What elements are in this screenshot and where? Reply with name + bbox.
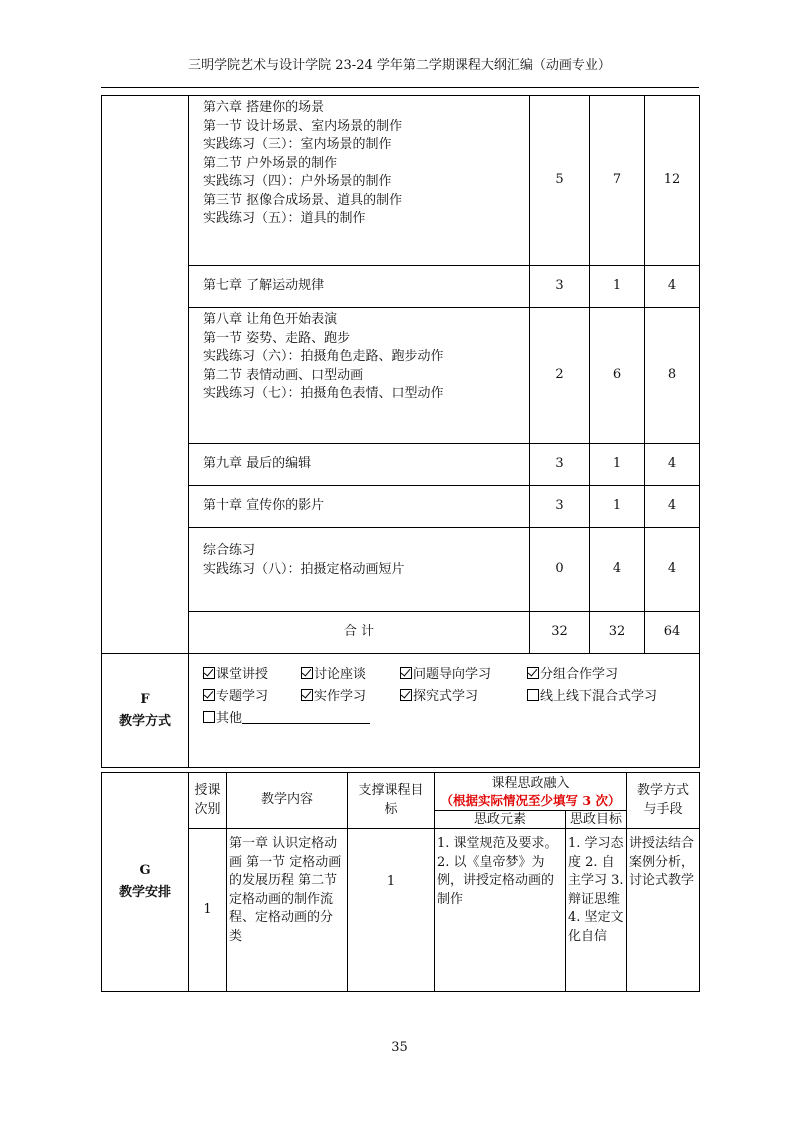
checkbox-checked-icon[interactable] bbox=[301, 667, 313, 679]
methods-row-1 bbox=[203, 664, 699, 686]
chapter-line: 实践练习（六）：拍摄角色走路、跑步动作 bbox=[203, 349, 444, 364]
header-row bbox=[102, 773, 700, 811]
checkbox-checked-icon[interactable] bbox=[203, 667, 215, 679]
hours-cell: 4 bbox=[590, 528, 645, 612]
table-row bbox=[102, 486, 700, 528]
method-option[interactable] bbox=[400, 664, 527, 686]
total-label: 合 计 bbox=[189, 612, 530, 654]
method-option-other[interactable] bbox=[203, 708, 242, 730]
chapter-line: 实践练习（七）：拍摄角色表情、口型动作 bbox=[203, 386, 444, 401]
header-ideo-note: （根据实际情况至少填写 3 次） bbox=[440, 792, 621, 808]
method-label: 其他 bbox=[216, 711, 243, 726]
teaching-schedule-table bbox=[101, 772, 700, 992]
hours-cell: 0 bbox=[530, 528, 590, 612]
chapter-line: 第一节 设计场景、室内场景的制作 bbox=[203, 118, 403, 134]
header-method: 教学方式与手段 bbox=[627, 773, 700, 829]
hours-cell: 5 bbox=[530, 96, 590, 266]
elements-cell: 1. 课堂规范及要求。 2. 以《皇帝梦》为例，讲授定格动画的制作 bbox=[435, 829, 566, 992]
hours-cell: 4 bbox=[645, 486, 700, 528]
empty-label-cell bbox=[102, 96, 189, 654]
chapter-line: 第三节 抠像合成场景、道具的制作 bbox=[203, 192, 403, 208]
method-option[interactable] bbox=[203, 686, 301, 708]
method-label: 分组合作学习 bbox=[540, 667, 619, 682]
header-elements: 思政元素 bbox=[435, 811, 566, 829]
method-label: 线上线下混合式学习 bbox=[540, 689, 658, 704]
method-option[interactable] bbox=[301, 664, 400, 686]
method-label: 专题学习 bbox=[216, 689, 269, 704]
method-cell: 讲授法结合案例分析，讨论式教学 bbox=[627, 829, 700, 992]
section-f-label bbox=[102, 654, 189, 768]
table-row bbox=[102, 266, 700, 308]
methods-row-2 bbox=[203, 686, 699, 708]
method-label: 问题导向学习 bbox=[413, 667, 492, 682]
method-option[interactable] bbox=[301, 686, 400, 708]
chapter-line: 第六章 搭建你的场景 bbox=[203, 100, 325, 115]
hours-cell: 12 bbox=[645, 96, 700, 266]
hours-cell: 1 bbox=[590, 486, 645, 528]
table-row bbox=[102, 308, 700, 444]
hours-cell: 6 bbox=[590, 308, 645, 444]
method-option[interactable] bbox=[527, 686, 657, 708]
chapter-line: 实践练习（四）：户外场景的制作 bbox=[203, 174, 392, 189]
hours-cell: 2 bbox=[530, 308, 590, 444]
total-row bbox=[102, 612, 700, 654]
method-label: 课堂讲授 bbox=[216, 667, 269, 682]
header-ideo-title: 课程思政融入 bbox=[491, 775, 570, 791]
header-goal: 支撑课程目标 bbox=[348, 773, 435, 829]
checkbox-checked-icon[interactable] bbox=[203, 689, 215, 701]
header-ideo bbox=[435, 773, 627, 811]
chapter-cell bbox=[189, 444, 530, 486]
section-g-letter: G bbox=[139, 863, 151, 878]
table-row bbox=[102, 829, 700, 992]
hours-cell: 3 bbox=[530, 444, 590, 486]
checkbox-checked-icon[interactable] bbox=[301, 689, 313, 701]
header-rule bbox=[101, 87, 699, 88]
chapter-line: 实践练习（五）：道具的制作 bbox=[203, 211, 366, 226]
method-label: 实作学习 bbox=[314, 689, 367, 704]
hours-cell: 1 bbox=[590, 444, 645, 486]
checkbox-empty-icon[interactable] bbox=[203, 711, 215, 723]
goal-cell: 1 bbox=[348, 829, 435, 992]
chapter-line: 第一节 姿势、走路、跑步 bbox=[203, 330, 351, 346]
content-cell: 第一章 认识定格动画 第一节 定格动画的发展历程 第二节 定格动画的制作流程、定格动画的分类 bbox=[227, 829, 348, 992]
header-content: 教学内容 bbox=[227, 773, 348, 829]
chapter-line: 实践练习（三）：室内场景的制作 bbox=[203, 137, 392, 152]
other-fill-line[interactable] bbox=[242, 711, 370, 724]
teaching-methods-row bbox=[102, 654, 700, 768]
section-f-letter: F bbox=[140, 691, 150, 707]
hours-cell: 4 bbox=[645, 266, 700, 308]
method-option[interactable] bbox=[203, 664, 301, 686]
hours-cell: 7 bbox=[590, 96, 645, 266]
section-g-title: 教学安排 bbox=[118, 885, 171, 900]
hours-cell: 4 bbox=[645, 528, 700, 612]
chapter-line: 第二节 表情动画、口型动画 bbox=[203, 367, 364, 383]
chapter-line: 第八章 让角色开始表演 bbox=[203, 312, 338, 327]
chapter-line: 综合练习 bbox=[203, 543, 256, 558]
chapter-line: 第二节 户外场景的制作 bbox=[203, 155, 338, 171]
page-number: 35 bbox=[391, 1040, 408, 1055]
hours-cell: 4 bbox=[645, 444, 700, 486]
checkbox-checked-icon[interactable] bbox=[400, 689, 412, 701]
method-option[interactable] bbox=[527, 664, 618, 686]
chapter-line: 第十章 宣传你的影片 bbox=[203, 498, 325, 514]
method-label: 讨论座谈 bbox=[314, 667, 367, 682]
chapter-cell bbox=[189, 266, 530, 308]
chapter-line: 第七章 了解运动规律 bbox=[203, 278, 325, 294]
method-option[interactable] bbox=[400, 686, 527, 708]
chapter-cell bbox=[189, 486, 530, 528]
checkbox-empty-icon[interactable] bbox=[527, 689, 539, 701]
chapter-line: 第九章 最后的编辑 bbox=[203, 456, 312, 472]
table-row bbox=[102, 528, 700, 612]
method-label: 探究式学习 bbox=[413, 689, 479, 704]
total-a: 32 bbox=[530, 612, 590, 654]
hours-cell: 3 bbox=[530, 486, 590, 528]
checkbox-checked-icon[interactable] bbox=[527, 667, 539, 679]
table-row bbox=[102, 444, 700, 486]
teaching-methods-cell bbox=[189, 654, 700, 768]
checkbox-checked-icon[interactable] bbox=[400, 667, 412, 679]
hours-cell: 3 bbox=[530, 266, 590, 308]
chapter-line: 实践练习（八）：拍摄定格动画短片 bbox=[203, 561, 405, 577]
total-c: 64 bbox=[645, 612, 700, 654]
chapter-cell bbox=[189, 308, 530, 444]
total-b: 32 bbox=[590, 612, 645, 654]
hours-cell: 8 bbox=[645, 308, 700, 444]
hours-cell: 1 bbox=[590, 266, 645, 308]
order-cell: 1 bbox=[189, 829, 227, 992]
methods-row-3 bbox=[203, 708, 699, 730]
chapter-cell bbox=[189, 96, 530, 266]
header-order: 授课次别 bbox=[189, 773, 227, 829]
targets-cell: 1. 学习态度 2. 自主学习 3. 辩证思维 4. 坚定文化自信 bbox=[566, 829, 627, 992]
table-row bbox=[102, 96, 700, 266]
section-f-title: 教学方式 bbox=[118, 713, 171, 729]
chapter-cell bbox=[189, 528, 530, 612]
page-header: 三明学院艺术与设计学院 23-24 学年第二学期课程大纲汇编（动画专业） bbox=[188, 58, 611, 73]
header-targets: 思政目标 bbox=[566, 811, 627, 829]
section-g-label bbox=[102, 773, 189, 992]
schedule-table bbox=[101, 95, 700, 768]
